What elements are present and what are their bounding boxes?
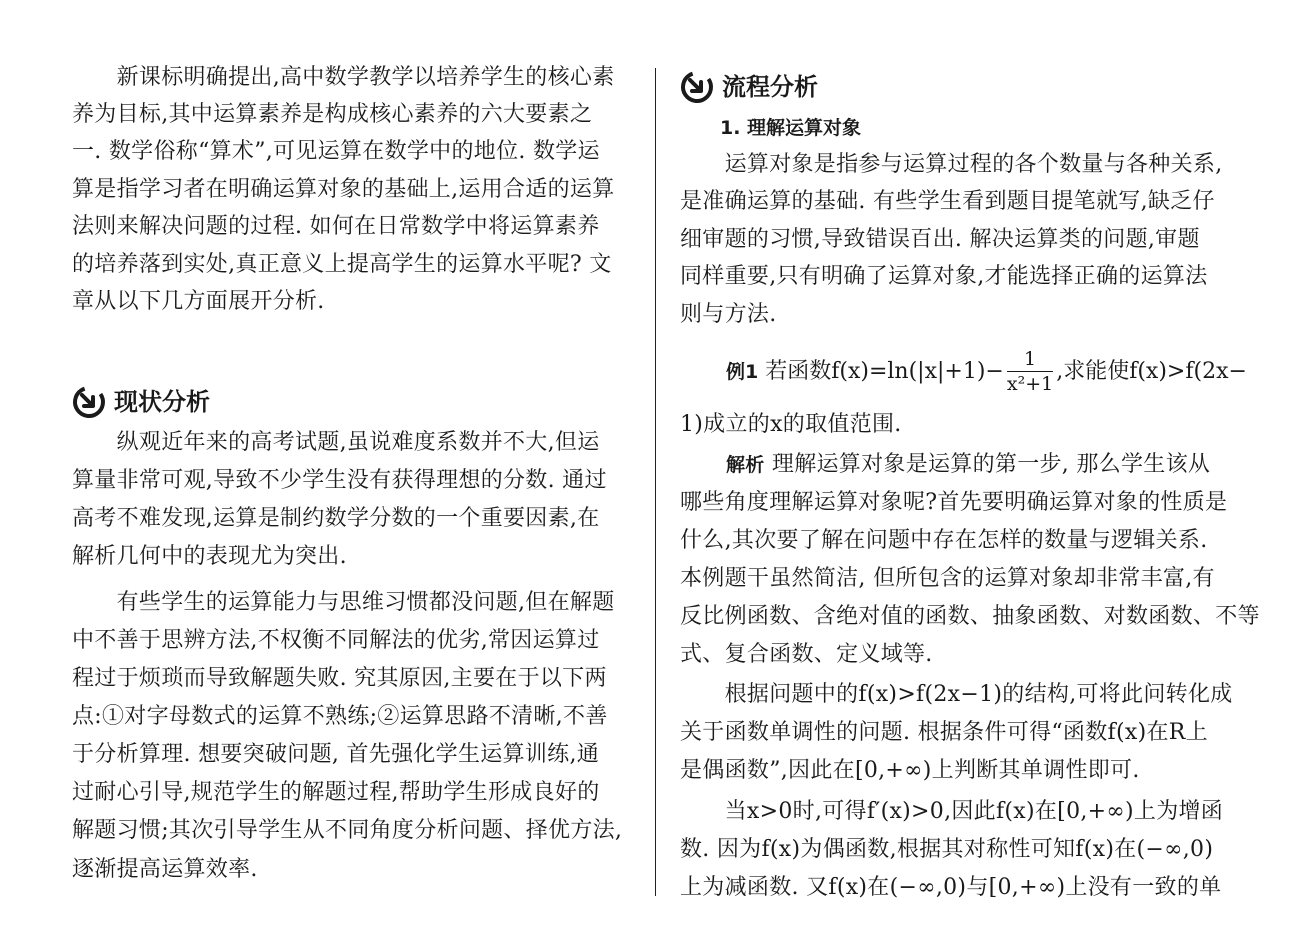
intro-line: 算是指学习者在明确运算对象的基础上,运用合适的运算: [72, 177, 615, 202]
analysis-line: 本例题干虽然简洁, 但所包含的运算对象却非常丰富,有: [680, 566, 1215, 591]
paragraph-line: 解题习惯;其次引导学生从不同角度分析问题、择优方法,: [72, 818, 623, 843]
paragraph-line: 关于函数单调性的问题. 根据条件可得“函数f(x)在R上: [680, 720, 1208, 745]
paragraph-line: 过耐心引导,规范学生的解题过程,帮助学生形成良好的: [72, 780, 600, 805]
paragraph-line: 同样重要,只有明确了运算对象,才能选择正确的运算法: [680, 264, 1208, 289]
section-heading-process-analysis: [680, 70, 818, 104]
fraction: [1007, 350, 1053, 394]
paragraph-line: 上为减函数. 又f(x)在(−∞,0)与[0,+∞)上没有一致的单: [680, 875, 1222, 900]
paragraph-line: 于分析算理. 想要突破问题, 首先强化学生运算训练,通: [72, 742, 600, 767]
fraction-denominator: x²+1: [1006, 373, 1054, 395]
intro-line: 法则来解决问题的过程. 如何在日常数学中将运算素养: [72, 214, 600, 239]
section-title: 现状分析: [114, 388, 210, 416]
paragraph-line: 算量非常可观,导致不少学生没有获得理想的分数. 通过: [72, 468, 607, 493]
analysis-line: [726, 450, 1210, 480]
paragraph-line: 中不善于思辨方法,不权衡不同解法的优劣,常因运算过: [72, 628, 600, 653]
section-title: 流程分析: [722, 73, 818, 101]
intro-line: 的培养落到实处,真正意义上提高学生的运算水平呢? 文: [72, 252, 612, 277]
paragraph-line: 点:①对字母数式的运算不熟练;②运算思路不清晰,不善: [72, 704, 608, 729]
example-label: 例1: [726, 361, 759, 383]
analysis-label: 解析: [726, 454, 765, 476]
paragraph-line: 则与方法.: [680, 302, 777, 327]
example-line: 1)成立的x的取值范围.: [680, 412, 902, 437]
paragraph-line: 程过于烦琐而导致解题失败. 究其原因,主要在于以下两: [72, 666, 607, 691]
paragraph-line: 运算对象是指参与运算过程的各个数量与各种关系,: [680, 152, 1223, 177]
paragraph-line: 根据问题中的f(x)>f(2x−1)的结构,可将此问转化成: [680, 682, 1233, 707]
paragraph-line: 当x>0时,可得f′(x)>0,因此f(x)在[0,+∞)上为增函: [680, 799, 1224, 824]
intro-line: 一. 数学俗称“算术”,可见运算在数学中的地位. 数学运: [72, 139, 600, 164]
paragraph-line: 纵观近年来的高考试题,虽说难度系数并不大,但运: [72, 430, 600, 455]
intro-line: 新课标明确提出,高中数学教学以培养学生的核心素: [72, 65, 615, 90]
paragraph-line: 解析几何中的表现尤为突出.: [72, 544, 347, 569]
paragraph-line: 高考不难发现,运算是制约数学分数的一个重要因素,在: [72, 506, 600, 531]
paragraph-line: 逐渐提高运算效率.: [72, 857, 258, 882]
column-divider: [655, 68, 656, 896]
fraction-numerator: 1: [1007, 350, 1053, 372]
paragraph-line: 数. 因为f(x)为偶函数,根据其对称性可知f(x)在(−∞,0): [680, 837, 1214, 862]
paragraph-line: 是准确运算的基础. 有些学生看到题目提笔就写,缺乏仔: [680, 189, 1215, 214]
analysis-text: 理解运算对象是运算的第一步, 那么学生该从: [764, 452, 1211, 477]
analysis-line: 什么,其次要了解在问题中存在怎样的数量与逻辑关系.: [680, 528, 1208, 553]
section-arrow-icon: [680, 70, 714, 104]
intro-line: 养为目标,其中运算素养是构成核心素养的六大要素之: [72, 102, 593, 127]
example-text: ,求能使f(x)>f(2x−: [1056, 359, 1247, 384]
paragraph-line: 细审题的习惯,导致错误百出. 解决运算类的问题,审题: [680, 227, 1200, 252]
analysis-line: 式、复合函数、定义域等.: [680, 642, 933, 667]
section-arrow-icon: [72, 385, 106, 419]
paragraph-line: 有些学生的运算能力与思维习惯都没问题,但在解题: [72, 590, 615, 615]
example-text: 若函数f(x)=ln(|x|+1)−: [758, 359, 1004, 384]
analysis-line: 哪些角度理解运算对象呢?首先要明确运算对象的性质是: [680, 490, 1228, 515]
analysis-line: 反比例函数、含绝对值的函数、抽象函数、对数函数、不等: [680, 604, 1260, 629]
subheading: 1. 理解运算对象: [720, 117, 862, 139]
section-heading-current-status: [72, 385, 210, 419]
paragraph-line: 是偶函数”,因此在[0,+∞)上判断其单调性即可.: [680, 758, 1140, 783]
intro-line: 章从以下几方面展开分析.: [72, 289, 325, 314]
example-line: [726, 350, 1247, 394]
